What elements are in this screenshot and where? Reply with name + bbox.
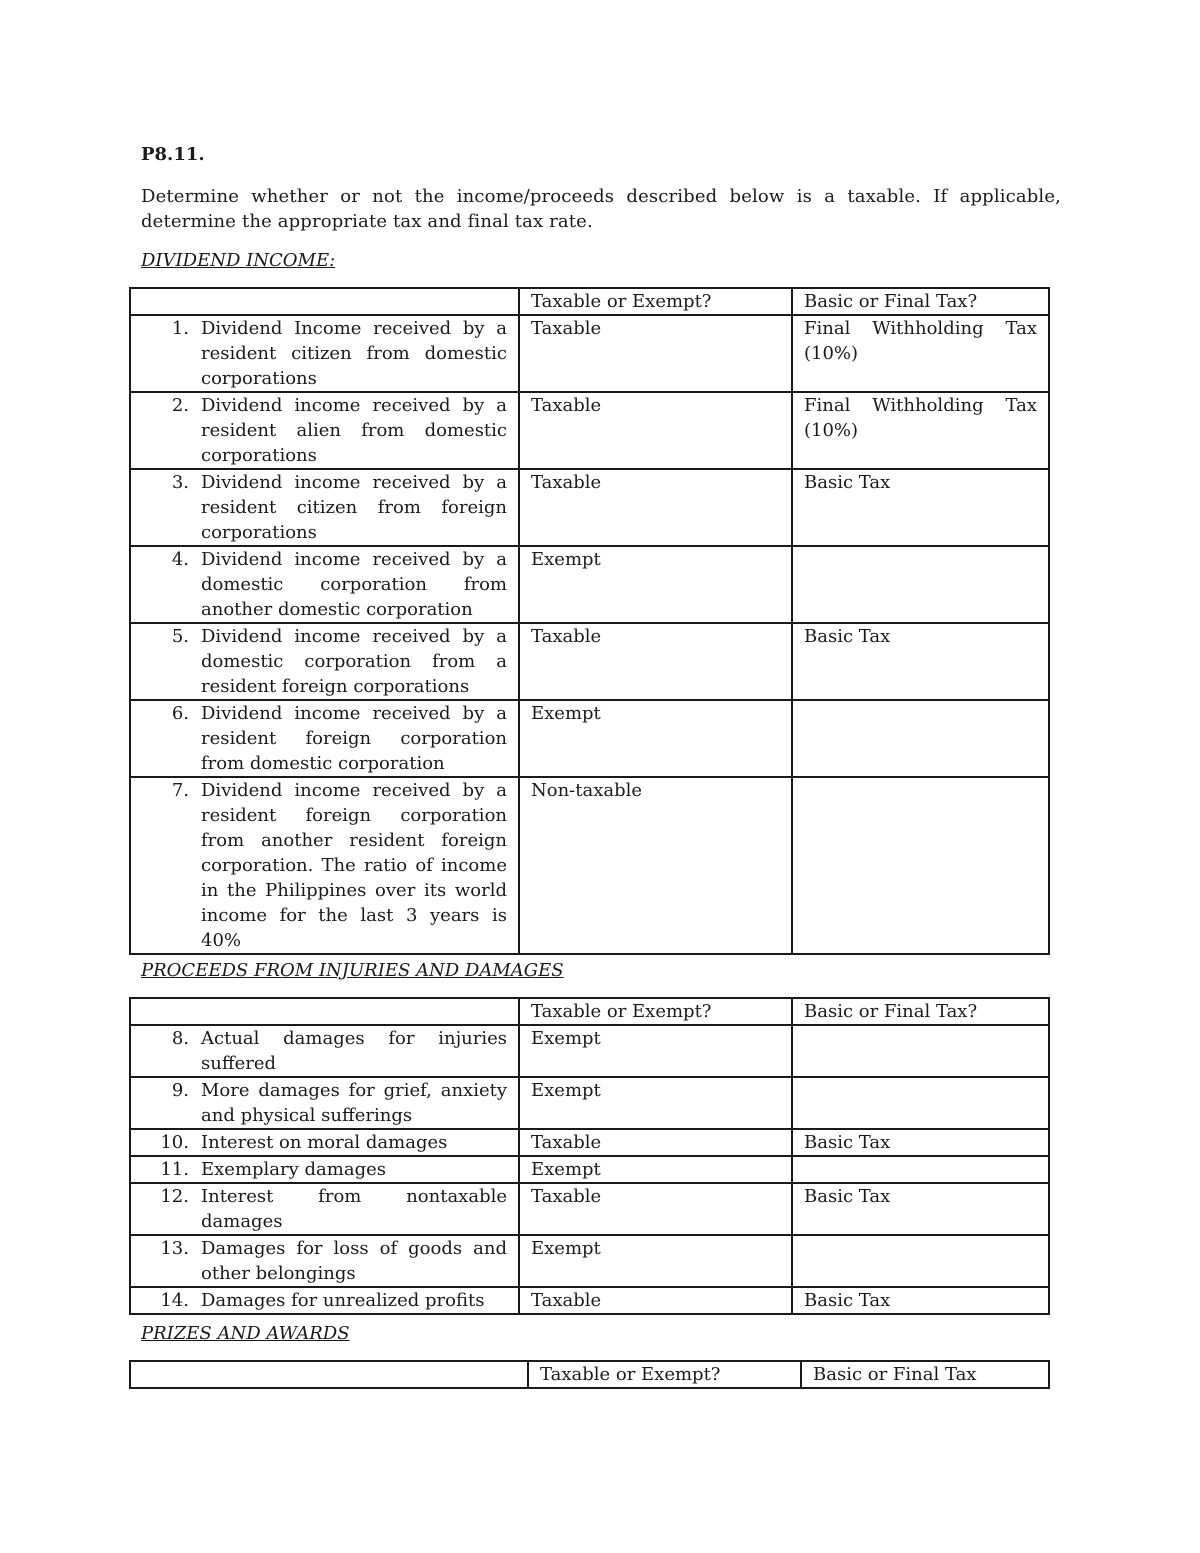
taxable-status-cell: Taxable — [519, 469, 792, 546]
taxable-status-cell: Taxable — [519, 623, 792, 700]
injuries-table — [129, 997, 1050, 1315]
item-description: Dividend income received by a resident foreign corporation from domestic corporation — [201, 703, 507, 774]
item-number: 14. — [160, 1290, 189, 1311]
table-row — [130, 623, 1049, 700]
item-number: 10. — [160, 1132, 189, 1153]
injuries-heading: PROCEEDS FROM INJURIES AND DAMAGES — [141, 960, 564, 981]
item-description-cell — [130, 1077, 519, 1129]
instructions-paragraph: Determine whether or not the income/proceeds described below is a taxable. If applicable, determine the appropriate tax and final tax rate. — [141, 186, 1061, 232]
item-description: Dividend income received by a domestic corporation from a resident foreign corporations — [201, 626, 507, 697]
taxable-status-cell: Taxable — [519, 392, 792, 469]
item-description-cell — [130, 1156, 519, 1183]
item-number: 7. — [171, 780, 189, 801]
blank-header-cell — [130, 998, 519, 1025]
table-row — [130, 546, 1049, 623]
blank-header-cell — [130, 1361, 528, 1388]
table-row — [130, 1183, 1049, 1235]
table-row — [130, 392, 1049, 469]
table-header-row — [130, 288, 1049, 315]
prizes-heading: PRIZES AND AWARDS — [141, 1323, 350, 1344]
table-row — [130, 1077, 1049, 1129]
item-description-cell — [130, 623, 519, 700]
table-row — [130, 1025, 1049, 1077]
taxable-status-cell: Taxable — [519, 1129, 792, 1156]
item-description: Damages for loss of goods and other belongings — [201, 1238, 507, 1284]
item-description-cell — [130, 1287, 519, 1314]
taxable-status-cell: Exempt — [519, 1025, 792, 1077]
tax-type-cell: Basic Tax — [792, 623, 1049, 700]
item-number: 8. — [171, 1028, 189, 1049]
tax-type-cell: Basic Tax — [792, 1183, 1049, 1235]
taxable-status-cell: Exempt — [519, 700, 792, 777]
taxable-status-cell: Exempt — [519, 1156, 792, 1183]
item-description-cell — [130, 1235, 519, 1287]
item-description-cell — [130, 1183, 519, 1235]
tax-type-cell: Basic Tax — [792, 469, 1049, 546]
item-number: 9. — [171, 1080, 189, 1101]
tax-type-cell — [792, 1235, 1049, 1287]
taxable-status-cell: Taxable — [519, 315, 792, 392]
taxable-status-cell: Exempt — [519, 546, 792, 623]
blank-header-cell — [130, 288, 519, 315]
item-number: 1. — [171, 318, 189, 339]
table-row — [130, 1129, 1049, 1156]
dividend-table — [129, 287, 1050, 955]
table-header-row — [130, 1361, 1049, 1388]
item-description: Interest from nontaxable damages — [201, 1186, 507, 1232]
item-description-cell — [130, 546, 519, 623]
item-number: 2. — [171, 395, 189, 416]
table-row — [130, 777, 1049, 954]
item-description: Dividend Income received by a resident citizen from domestic corporations — [201, 318, 507, 389]
item-description-cell — [130, 1129, 519, 1156]
item-description: Actual damages for injuries suffered — [201, 1028, 507, 1074]
table-row — [130, 1156, 1049, 1183]
item-number: 12. — [160, 1186, 189, 1207]
item-number: 13. — [160, 1238, 189, 1259]
taxable-status-cell: Non-taxable — [519, 777, 792, 954]
tax-type-cell — [792, 700, 1049, 777]
table-row — [130, 315, 1049, 392]
tax-type-cell: Final Withholding Tax (10%) — [792, 315, 1049, 392]
tax-type-cell: Final Withholding Tax (10%) — [792, 392, 1049, 469]
table-row — [130, 700, 1049, 777]
table-header-row — [130, 998, 1049, 1025]
item-description: More damages for grief, anxiety and physical sufferings — [201, 1080, 507, 1126]
item-description: Dividend income received by a resident foreign corporation from another resident foreign corporation. The ratio of income in the Philippines over its world income for the last 3 years is 40% — [201, 780, 507, 951]
item-description: Dividend income received by a resident citizen from foreign corporations — [201, 472, 507, 543]
item-description-cell — [130, 392, 519, 469]
item-description: Exemplary damages — [201, 1159, 386, 1180]
taxable-column-header: Taxable or Exempt? — [519, 288, 792, 315]
taxable-status-cell: Taxable — [519, 1183, 792, 1235]
item-description-cell — [130, 1025, 519, 1077]
taxable-column-header: Taxable or Exempt? — [528, 1361, 801, 1388]
item-description: Dividend income received by a domestic corporation from another domestic corporation — [201, 549, 507, 620]
table-row — [130, 1235, 1049, 1287]
taxable-status-cell: Exempt — [519, 1077, 792, 1129]
problem-title: P8.11. — [141, 144, 205, 165]
tax-type-cell — [792, 777, 1049, 954]
taxable-status-cell: Exempt — [519, 1235, 792, 1287]
basic-column-header: Basic or Final Tax? — [792, 998, 1049, 1025]
item-number: 5. — [171, 626, 189, 647]
table-row — [130, 469, 1049, 546]
item-description-cell — [130, 777, 519, 954]
basic-column-header: Basic or Final Tax — [801, 1361, 1049, 1388]
tax-type-cell — [792, 1077, 1049, 1129]
taxable-status-cell: Taxable — [519, 1287, 792, 1314]
item-description: Dividend income received by a resident alien from domestic corporations — [201, 395, 507, 466]
item-number: 6. — [171, 703, 189, 724]
prizes-table — [129, 1360, 1050, 1389]
item-number: 4. — [171, 549, 189, 570]
tax-type-cell: Basic Tax — [792, 1129, 1049, 1156]
basic-column-header: Basic or Final Tax? — [792, 288, 1049, 315]
table-row — [130, 1287, 1049, 1314]
item-description-cell — [130, 315, 519, 392]
item-number: 3. — [171, 472, 189, 493]
item-description: Interest on moral damages — [201, 1132, 448, 1153]
dividend-heading: DIVIDEND INCOME: — [141, 250, 336, 271]
tax-type-cell — [792, 1025, 1049, 1077]
taxable-column-header: Taxable or Exempt? — [519, 998, 792, 1025]
item-number: 11. — [160, 1159, 189, 1180]
tax-type-cell — [792, 546, 1049, 623]
item-description: Damages for unrealized profits — [201, 1290, 485, 1311]
tax-type-cell — [792, 1156, 1049, 1183]
item-description-cell — [130, 700, 519, 777]
item-description-cell — [130, 469, 519, 546]
tax-type-cell: Basic Tax — [792, 1287, 1049, 1314]
